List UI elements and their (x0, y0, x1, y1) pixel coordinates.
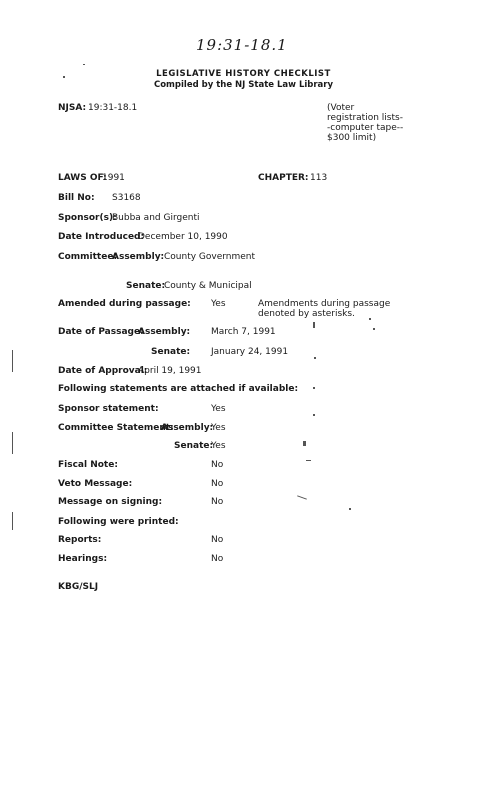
scan-speck (306, 460, 311, 461)
scan-speck (313, 414, 315, 416)
scan-speck (349, 508, 351, 510)
committee-statement-senate-value: Yes (211, 441, 226, 451)
committee-label: Committee: (58, 252, 118, 262)
scan-speck (314, 357, 316, 359)
scan-speck (313, 387, 315, 389)
scan-edge-mark (12, 432, 13, 454)
sponsor-statement-value: Yes (211, 404, 226, 414)
date-of-approval-value: April 19, 1991 (138, 366, 202, 376)
sponsors-value: Bubba and Girgenti (112, 213, 200, 223)
hearings-value: No (211, 554, 224, 564)
laws-of-label: LAWS OF: (58, 173, 107, 183)
chapter-value: 113 (310, 173, 328, 183)
bill-no-label: Bill No: (58, 193, 95, 203)
committee-statement-assembly-value: Yes (211, 423, 226, 433)
committee-statement-senate-label: Senate: (174, 441, 214, 451)
date-of-approval-label: Date of Approval: (58, 366, 148, 376)
sponsor-statement-label: Sponsor statement: (58, 404, 159, 414)
date-of-passage-label: Date of Passage: (58, 327, 144, 337)
laws-of-value: 1991 (102, 173, 125, 183)
date-introduced-label: Date Introduced: (58, 232, 145, 242)
veto-message-label: Veto Message: (58, 479, 133, 489)
scan-speck (369, 318, 371, 320)
njsa-value: 19:31-18.1 (88, 103, 138, 113)
sponsors-label: Sponsor(s): (58, 213, 117, 223)
fiscal-note-label: Fiscal Note: (58, 460, 118, 470)
fiscal-note-value: No (211, 460, 224, 470)
scan-speck (297, 495, 307, 499)
amended-label: Amended during passage: (58, 299, 191, 309)
passage-assembly-value: March 7, 1991 (211, 327, 276, 337)
committee-statement-label: Committee Statement: (58, 423, 174, 433)
printed-heading: Following were printed: (58, 517, 179, 527)
date-introduced-value: December 10, 1990 (138, 232, 228, 242)
bill-no-value: S3168 (112, 193, 141, 203)
scan-speck (313, 322, 315, 328)
veto-message-value: No (211, 479, 224, 489)
hearings-label: Hearings: (58, 554, 108, 564)
committee-assembly-label: Assembly: (112, 252, 165, 262)
page-title: LEGISLATIVE HISTORY CHECKLIST (156, 69, 331, 79)
scan-edge-mark (12, 350, 13, 372)
initials: KBG/SLJ (58, 582, 99, 592)
scan-speck (63, 76, 65, 78)
passage-senate-value: January 24, 1991 (211, 347, 289, 357)
reports-value: No (211, 535, 224, 545)
scan-speck (83, 64, 85, 65)
attached-heading: Following statements are attached if available: (58, 384, 299, 394)
passage-assembly-label: Assembly: (138, 327, 191, 337)
committee-assembly-value: County Government (164, 252, 256, 262)
committee-senate-label: Senate: (126, 281, 166, 291)
chapter-label: CHAPTER: (258, 173, 309, 183)
passage-senate-label: Senate: (151, 347, 191, 357)
committee-senate-value: County & Municipal (164, 281, 252, 291)
amended-value: Yes (211, 299, 226, 309)
scan-speck (373, 328, 375, 330)
reports-label: Reports: (58, 535, 102, 545)
njsa-label: NJSA: (58, 103, 87, 113)
scan-speck (303, 441, 306, 446)
scan-edge-mark (12, 512, 13, 530)
page-subtitle: Compiled by the NJ State Law Library (153, 80, 334, 90)
committee-statement-assembly-label: Assembly: (161, 423, 214, 433)
amended-comment: Amendments during passage denoted by asterisks. (258, 299, 391, 319)
margin-note: (Voter registration lists- -computer tape-- $300 limit) (327, 103, 404, 143)
message-on-signing-value: No (211, 497, 224, 507)
handwritten-citation: 19:31-18.1 (196, 36, 288, 54)
message-on-signing-label: Message on signing: (58, 497, 163, 507)
